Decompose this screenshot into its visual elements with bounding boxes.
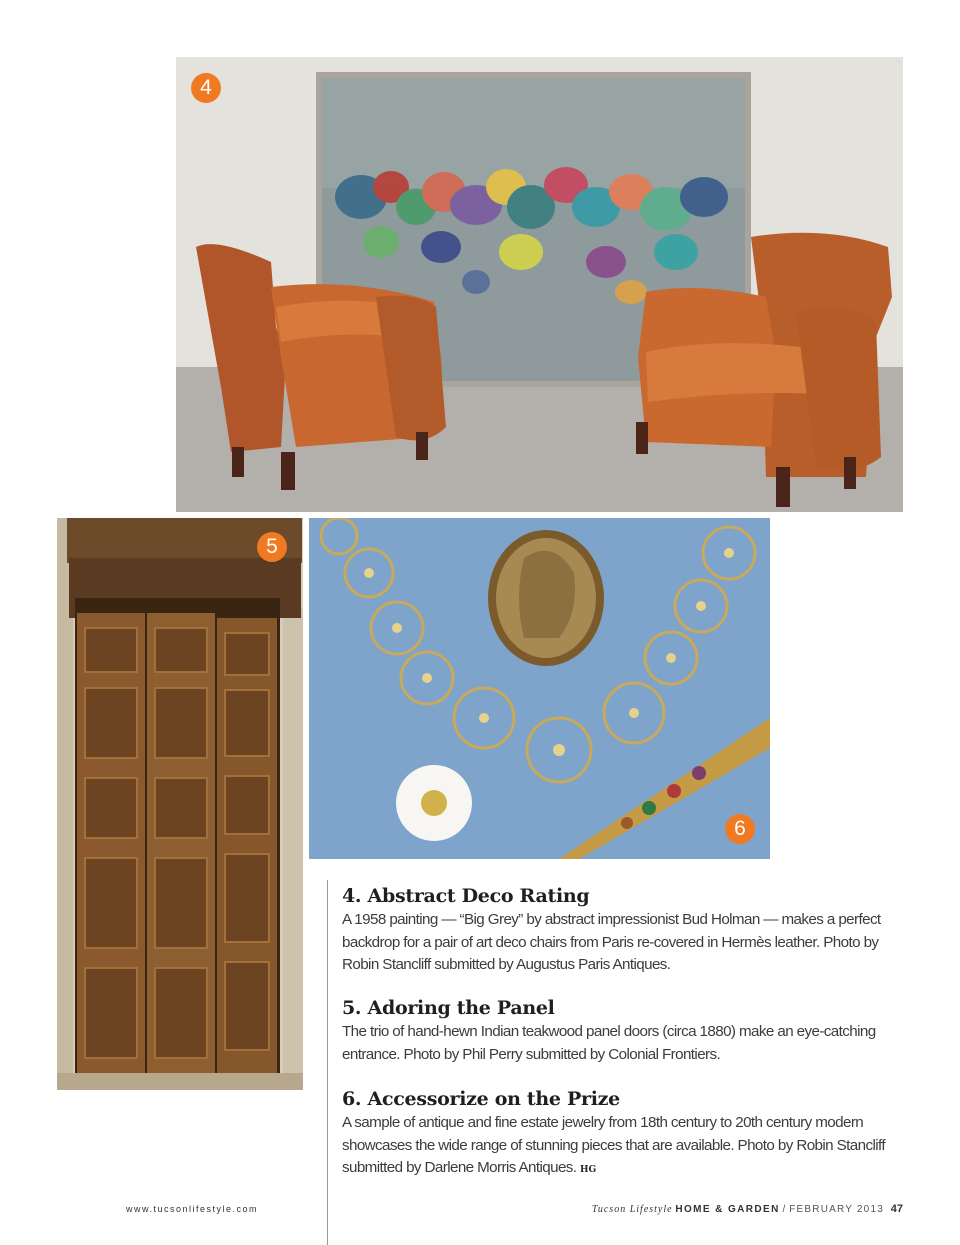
photo-4-painting-chairs (176, 57, 903, 512)
photo-6-jewelry (309, 518, 770, 859)
end-mark: HG (580, 1165, 597, 1175)
panel-doors-illustration (57, 518, 303, 1090)
painting-chairs-illustration (176, 57, 903, 512)
jewelry-illustration (309, 518, 770, 859)
photo-number-badge-5: 5 (257, 532, 287, 562)
caption-6-body-wrap (342, 1112, 912, 1182)
page-number: 47 (890, 1203, 903, 1215)
footer-section: HOME & GARDEN (675, 1204, 780, 1215)
photo-number-badge-4: 4 (191, 73, 221, 103)
footer-date: FEBRUARY 2013 (789, 1204, 884, 1215)
caption-5 (342, 997, 912, 1066)
caption-6-body: A sample of antique and fine estate jewelry from 18th century to 20th century modern showcases the wide range of stunning pieces that are available. Photo by Robin Stancliff submitted by Darlene Morris Antiques. (342, 1114, 885, 1176)
footer-folio (592, 1203, 903, 1215)
caption-4 (342, 885, 912, 977)
footer-website: www.tucsonlifestyle.com (126, 1204, 259, 1214)
photo-5-panel-doors (57, 518, 303, 1090)
caption-4-body: A 1958 painting — “Big Grey” by abstract impressionist Bud Holman — makes a perfect backdrop for a pair of art deco chairs from Paris re-covered in Hermès leather. Photo by Robin Stancliff submitted by Augustus Paris Antiques. (342, 911, 881, 973)
caption-5-body: The trio of hand-hewn Indian teakwood panel doors (circa 1880) make an eye-catching entrance. Photo by Phil Perry submitted by Colonial Frontiers. (342, 1023, 876, 1063)
footer-separator: / (782, 1204, 787, 1215)
column-divider (327, 880, 328, 1245)
photo-number-badge-6: 6 (725, 814, 755, 844)
caption-6 (342, 1088, 912, 1182)
footer-magazine: Tucson Lifestyle (591, 1204, 673, 1215)
caption-4-title: 4. Abstract Deco Rating (342, 885, 590, 907)
caption-6-title: 6. Accessorize on the Prize (342, 1088, 620, 1110)
caption-5-title: 5. Adoring the Panel (342, 997, 555, 1019)
